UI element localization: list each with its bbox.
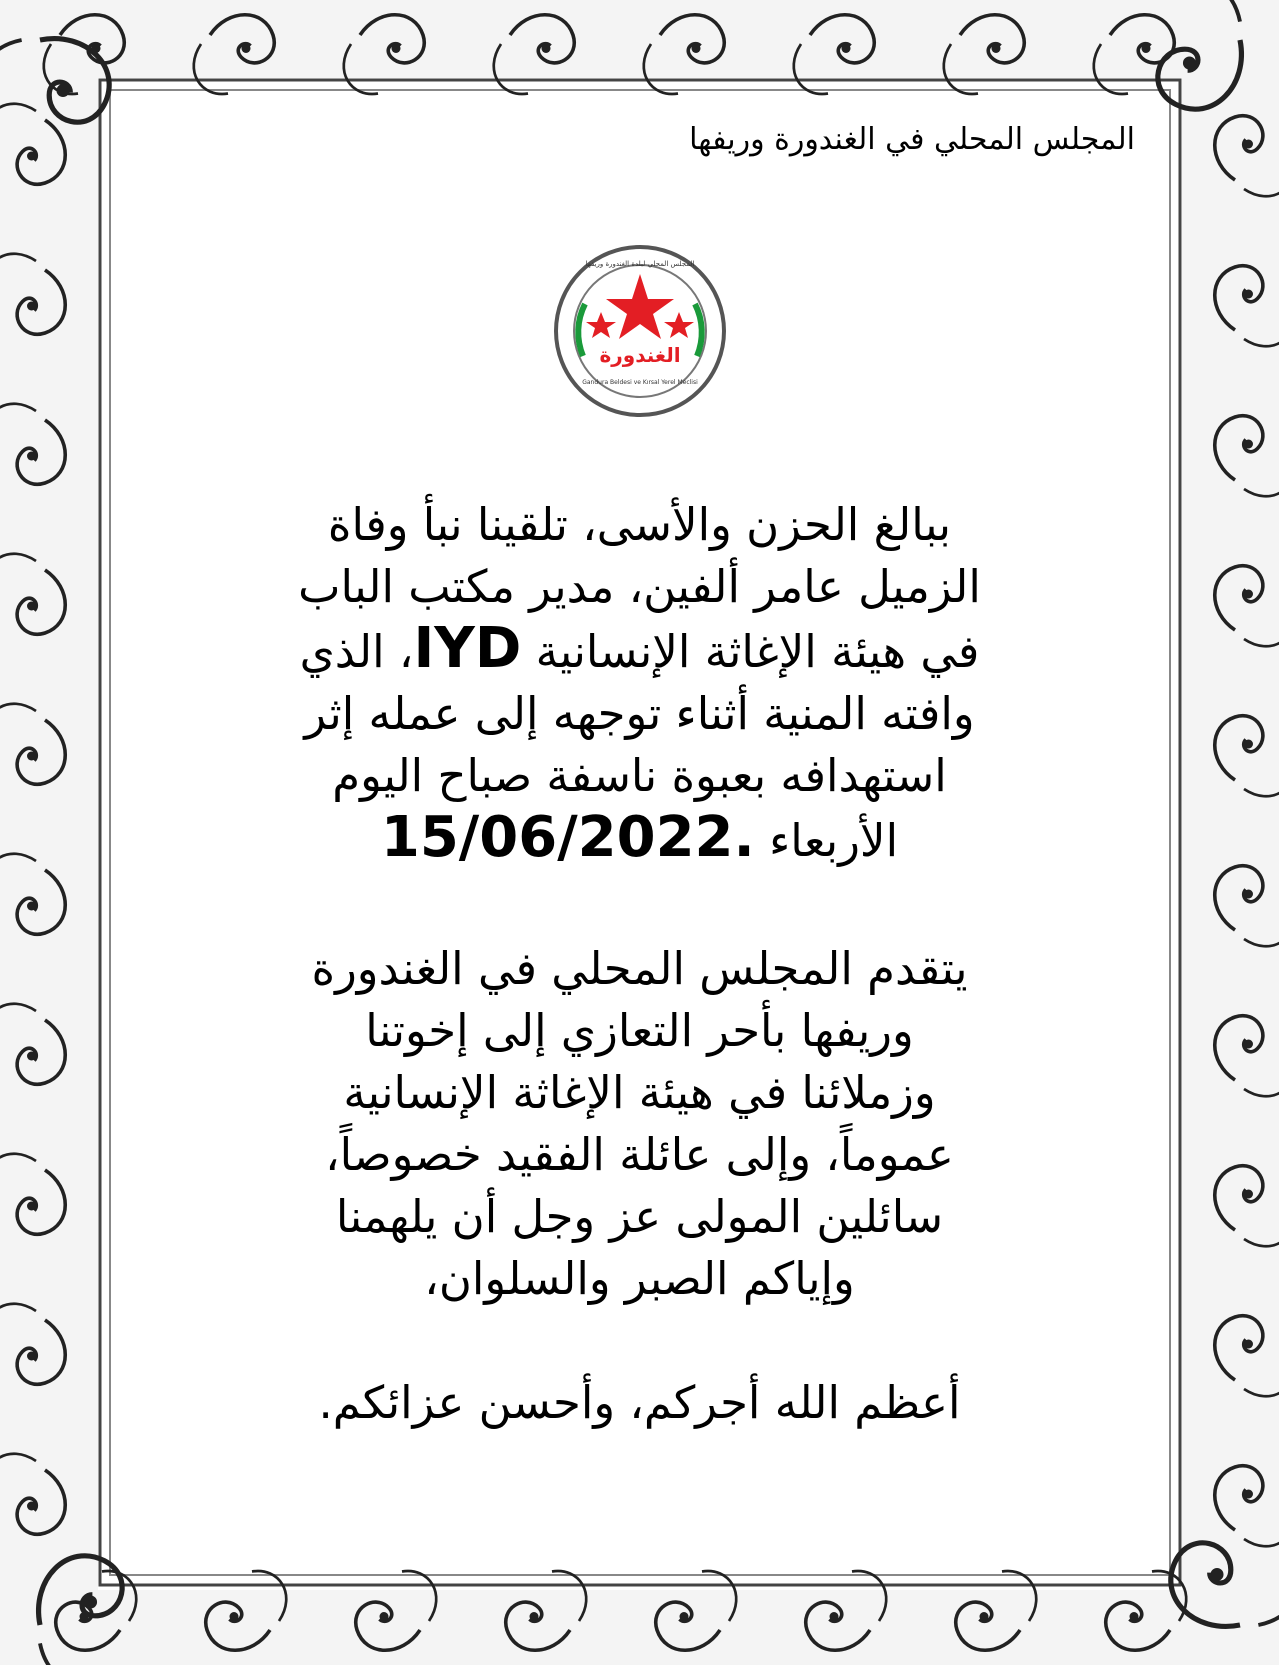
date: 15/06/2022. — [380, 805, 755, 870]
text-line: سائلين المولى عز وجل أن يلهمنا — [335, 1190, 944, 1243]
org-acronym: IYD — [413, 616, 522, 681]
text-line: أعظم الله أجركم، وأحسن عزائكم. — [318, 1376, 961, 1429]
text-line-with-acronym — [200, 618, 1079, 683]
logo-ring-text-top: المجلس المحلي لبلدة الغندورة وريفها — [585, 260, 695, 268]
condolence-paragraph-1 — [200, 494, 1079, 872]
text-line: يتقدم المجلس المحلي في الغندورة — [311, 942, 968, 995]
text-line: وإياكم الصبر والسلوان، — [424, 1252, 855, 1305]
council-logo — [553, 244, 727, 418]
organization-name: المجلس المحلي في الغندورة وريفها — [689, 122, 1135, 157]
text-segment: في هيئة الإغاثة الإنسانية — [535, 625, 980, 678]
text-line: وزملائنا في هيئة الإغاثة الإنسانية — [343, 1066, 936, 1119]
text-line: وافته المنية أثناء توجهه إلى عمله إثر — [304, 687, 975, 740]
condolence-closing — [200, 1372, 1079, 1434]
text-line: الزميل عامر ألفين، مدير مكتب الباب — [298, 560, 981, 613]
weekday: الأربعاء — [769, 814, 899, 867]
logo-ring-text-bottom: Gandura Beldesi ve Kırsal Yerel Meclisi — [582, 379, 698, 386]
text-segment: ، الذي — [299, 625, 414, 678]
text-line: عموماً، وإلى عائلة الفقيد خصوصاً، — [325, 1128, 954, 1181]
text-line: ببالغ الحزن والأسى، تلقينا نبأ وفاة — [327, 498, 952, 551]
text-line-with-date — [200, 807, 1079, 872]
logo-arabic-name: الغندورة — [599, 343, 681, 367]
text-line: استهدافه بعبوة ناسفة صباح اليوم — [332, 749, 947, 802]
organization-header — [200, 120, 1135, 159]
text-line: وريفها بأحر التعازي إلى إخوتنا — [365, 1004, 914, 1057]
condolence-paragraph-2 — [200, 938, 1079, 1310]
